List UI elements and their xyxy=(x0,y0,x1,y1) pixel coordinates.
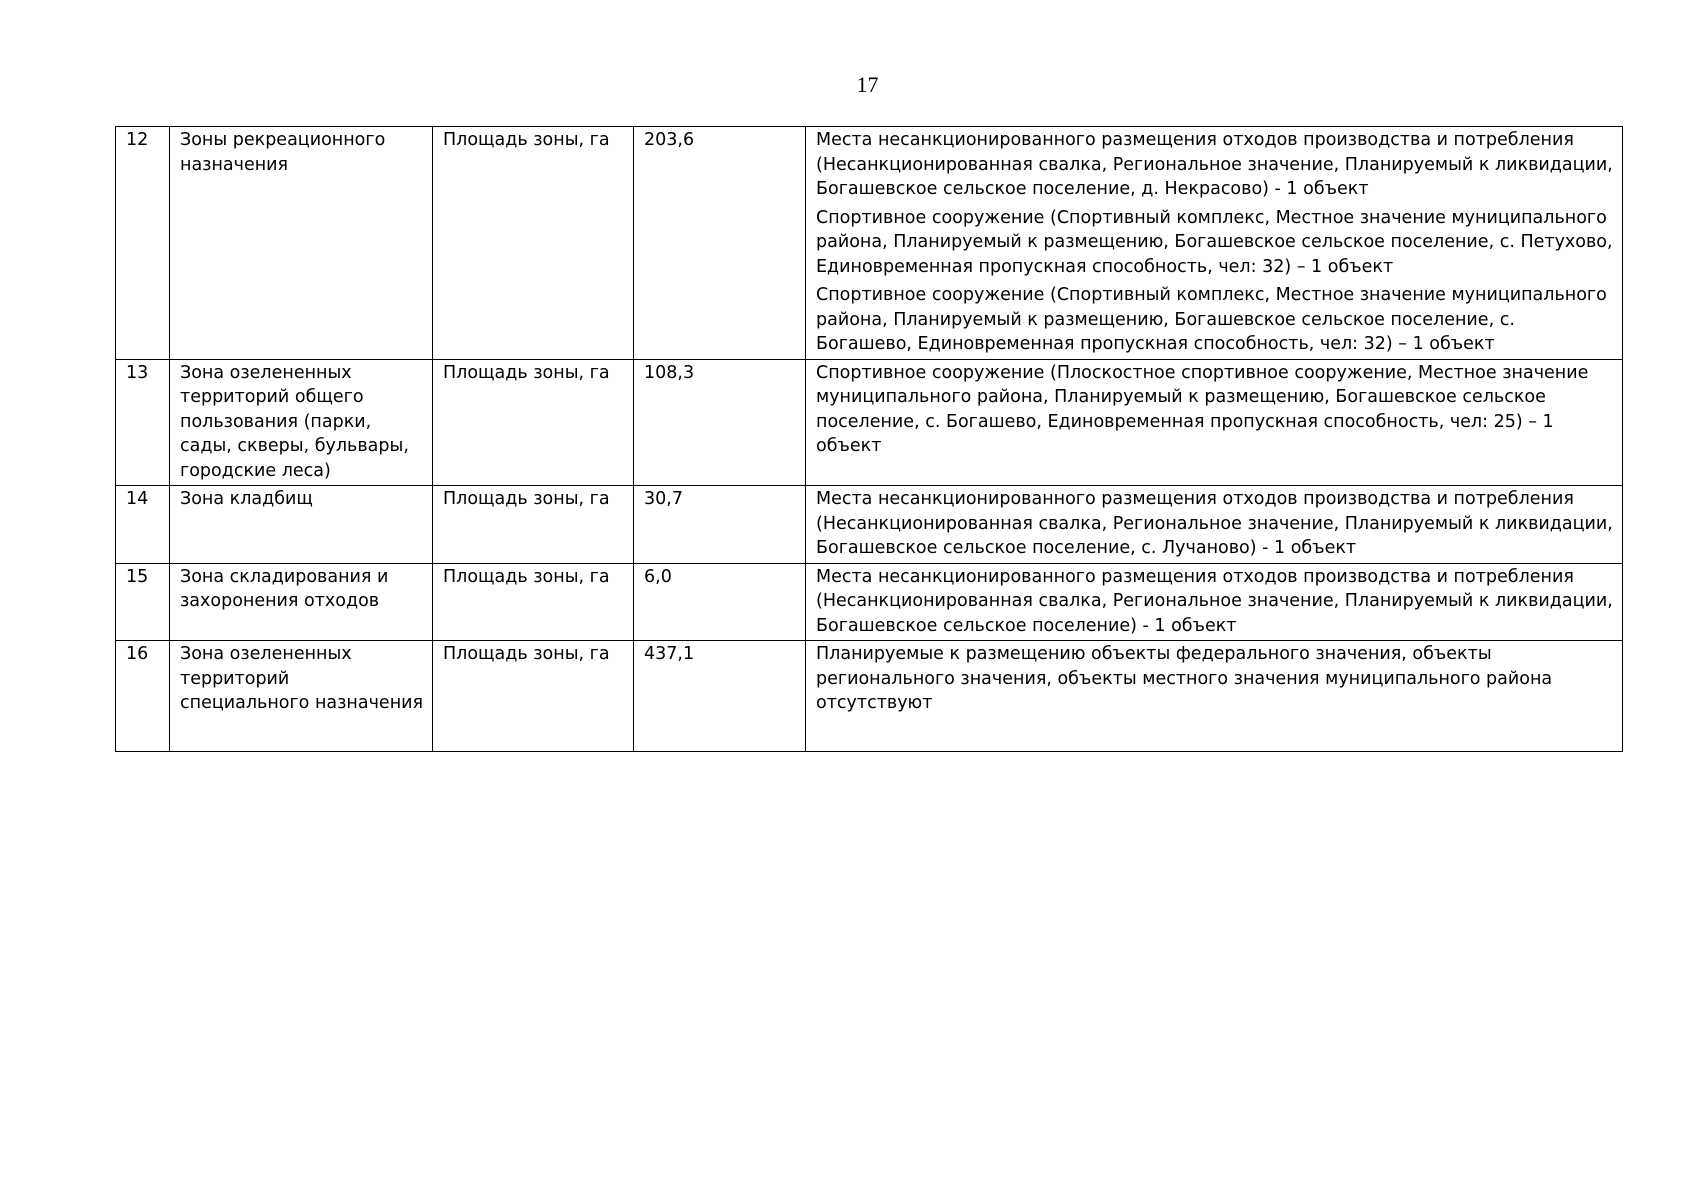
zone-parameter: Площадь зоны, га xyxy=(433,563,634,641)
zone-parameter: Площадь зоны, га xyxy=(433,127,634,360)
zone-value: 108,3 xyxy=(634,359,806,486)
table-row xyxy=(116,127,1623,360)
table-row xyxy=(116,641,1623,752)
page-number: 17 xyxy=(856,72,879,97)
zones-table xyxy=(115,126,1623,752)
zone-value: 30,7 xyxy=(634,486,806,564)
row-number: 13 xyxy=(116,359,170,486)
table-row xyxy=(116,486,1623,564)
zone-objects xyxy=(806,359,1623,486)
row-number: 15 xyxy=(116,563,170,641)
zone-parameter: Площадь зоны, га xyxy=(433,486,634,564)
zone-value: 203,6 xyxy=(634,127,806,360)
object-description: Места несанкционированного размещения отходов производства и потребления (Несанкционированная свалка, Региональное значение, Планируемый к ликвидации, Богашевское сельское поселение, с. Лучаново) - 1 объект xyxy=(816,489,1613,558)
zone-name: Зоны рекреационного назначения xyxy=(170,127,433,360)
zone-parameter: Площадь зоны, га xyxy=(433,359,634,486)
zone-parameter: Площадь зоны, га xyxy=(433,641,634,752)
zone-name: Зона озелененных территорий специального назначения xyxy=(170,641,433,752)
table-row xyxy=(116,359,1623,486)
zone-name: Зона кладбищ xyxy=(170,486,433,564)
object-description: Планируемые к размещению объекты федерального значения, объекты регионального значения, объекты местного значения муниципального района отсутствуют xyxy=(816,644,1553,713)
object-description: Спортивное сооружение (Плоскостное спортивное сооружение, Местное значение муниципального района, Планируемый к размещению, Богашевское сельское поселение, с. Богашево, Единовременная пропускная способность, чел: 25) – 1 объект xyxy=(816,362,1589,456)
object-description: Спортивное сооружение (Спортивный комплекс, Местное значение муниципального района, Планируемый к размещению, Богашевское сельское поселение, с. Петухово, Единовременная пропускная способность, чел: 32) – 1 объект xyxy=(816,207,1613,277)
row-number: 12 xyxy=(116,127,170,360)
zone-name: Зона озелененных территорий общего пользования (парки, сады, скверы, бульвары, городские леса) xyxy=(170,359,433,486)
zone-value: 437,1 xyxy=(634,641,806,752)
zone-value: 6,0 xyxy=(634,563,806,641)
zone-objects xyxy=(806,641,1623,752)
row-number: 16 xyxy=(116,641,170,752)
row-number: 14 xyxy=(116,486,170,564)
zone-objects xyxy=(806,127,1623,360)
object-description: Места несанкционированного размещения отходов производства и потребления (Несанкционированная свалка, Региональное значение, Планируемый к ликвидации, Богашевское сельское поселение) - 1 объект xyxy=(816,566,1613,636)
table-row xyxy=(116,563,1623,641)
zone-objects xyxy=(806,563,1623,641)
zone-objects xyxy=(806,486,1623,564)
object-description: Спортивное сооружение (Спортивный комплекс, Местное значение муниципального района, Планируемый к размещению, Богашевское сельское поселение, с. Богашево, Единовременная пропускная способность, чел: 32) – 1 объект xyxy=(816,285,1607,354)
object-description: Места несанкционированного размещения отходов производства и потребления (Несанкционированная свалка, Региональное значение, Планируемый к ликвидации, Богашевское сельское поселение, д. Некрасово) - 1 объект xyxy=(816,130,1613,199)
zone-name: Зона складирования и захоронения отходов xyxy=(170,563,433,641)
